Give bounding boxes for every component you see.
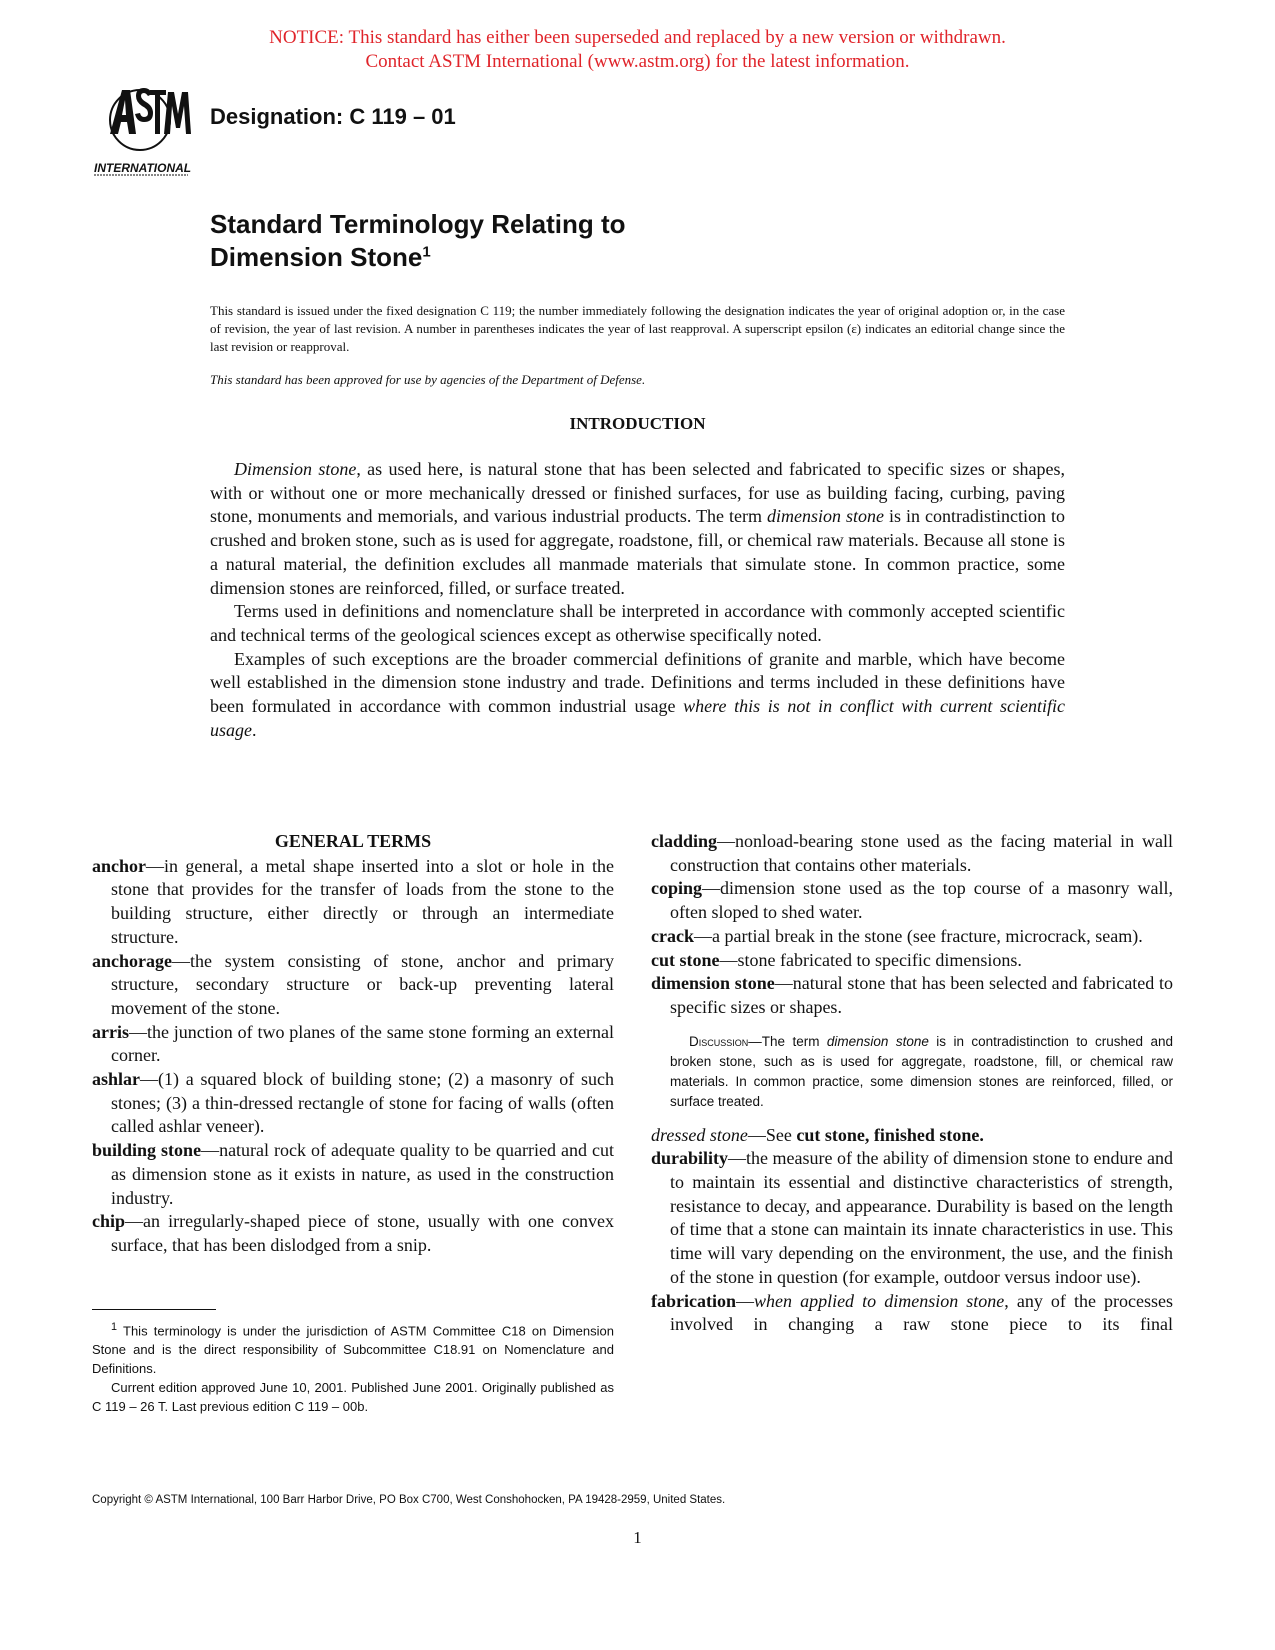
definition: —natural stone that has been selected and fabricated to specific sizes or shapes. [670, 973, 1173, 1017]
definition: —nonload-bearing stone used as the facing material in wall construction that contains other materials. [670, 831, 1173, 875]
definition: —See [747, 1124, 797, 1145]
term-entry [651, 949, 1173, 973]
term: fabrication [651, 1290, 736, 1311]
intro-text: Examples of such exceptions are the broader commercial definitions of granite and marble, which have become well established in the dimension stone industry and trade. Definitions and terms included in these definitions have been formulated in accordance with common industrial usage [210, 648, 1065, 717]
dod-note: This standard has been approved for use by agencies of the Department of Defense. [210, 372, 646, 387]
term-entry [651, 1147, 1173, 1289]
general-terms-heading: GENERAL TERMS [274, 831, 432, 851]
cross-reference: cut stone, finished stone. [796, 1124, 984, 1145]
intro-em: Dimension stone [234, 459, 357, 479]
intro-text: is in contradistinction to crushed and broken stone, such as is used for aggregate, roadstone, fill, or chemical raw materials. Because all stone is a natural material, the definition excludes all manmade materials that simulate stone. In common practice, some dimension stones are reinforced, filled, or surface treated. [210, 506, 1065, 598]
title-line-2-text: Dimension Stone [210, 242, 423, 272]
definition: —dimension stone used as the top course of a masonry wall, often sloped to shed water. [670, 878, 1173, 923]
definition: —natural rock of adequate quality to be quarried and cut as dimension stone as it exists in nature, as used in the construction industry. [111, 1140, 615, 1208]
footnotes [92, 1318, 614, 1416]
term-entry [92, 1068, 614, 1139]
term: anchorage [92, 950, 172, 971]
definition: —the junction of two planes of the same stone forming an external corner. [111, 1021, 614, 1066]
intro-paragraph-3 [210, 648, 1065, 743]
footnote-1 [92, 1318, 614, 1378]
definition: —the measure of the ability of dimension stone to endure and to maintain its essential and distinctive characteristics of strength, resistance to decay, and appearance. Durability is based on the length of time that a stone can maintain its innate characteristics in use. This time will vary depending on the environment, the use, and the finish of the stone in question (for example, outdoor versus indoor use). [670, 1148, 1173, 1287]
footnote-mark: 1 [111, 1321, 118, 1333]
intro-paragraph-1 [210, 458, 1065, 600]
definition-dash: — [736, 1290, 754, 1311]
definition: —(1) a squared block of building stone; (2) a masonry of such stones; (3) a thin-dressed rectangle of stone for facing of walls (often called ashlar veneer). [111, 1069, 614, 1137]
copyright: Copyright © ASTM International, 100 Barr Harbor Drive, PO Box C700, West Conshohocken, PA 19428-2959, United States. [92, 1494, 726, 1506]
intro-paragraph-2: Terms used in definitions and nomenclature shall be interpreted in accordance with commonly accepted scientific and technical terms of the geological sciences except as otherwise specifically noted. [210, 601, 1065, 645]
term-entry [92, 1210, 614, 1257]
document-title [210, 208, 626, 274]
definition: —an irregularly-shaped piece of stone, usually with one convex surface, that has been dislodged from a snip. [111, 1211, 614, 1255]
term-entry [651, 925, 1173, 949]
title-footnote-mark: 1 [422, 243, 431, 261]
definition: —a partial break in the stone (see fracture, microcrack, seam). [693, 925, 1143, 946]
introduction-heading: INTRODUCTION [569, 414, 706, 433]
term: anchor [92, 855, 146, 876]
term-entry [92, 1021, 614, 1068]
term: arris [92, 1021, 129, 1042]
title-line-2 [210, 241, 626, 274]
term-entry [651, 1290, 1173, 1337]
term: crack [651, 925, 694, 946]
term-entry [651, 972, 1173, 1019]
term: ashlar [92, 1069, 141, 1090]
definition: —the system consisting of stone, anchor and primary structure, secondary structure or back-up preventing lateral movement of the stone. [111, 950, 614, 1018]
logo-text: INTERNATIONAL [94, 161, 192, 175]
definition: , any of the processes involved in changing a raw stone piece to its final [670, 1290, 1173, 1335]
term-entry [92, 950, 614, 1021]
standard-note: This standard is issued under the fixed designation C 119; the number immediately following the designation indicates the year of original adoption or, in the case of revision, the year of last revision. A number in parentheses indicates the year of last reapproval. A superscript epsilon (ε) indicates an editorial change since the last revision or reapproval. [210, 303, 1065, 354]
term: cut stone [651, 949, 720, 970]
term-entry [651, 830, 1173, 877]
term: building stone [92, 1140, 202, 1161]
term: durability [651, 1148, 729, 1169]
term-entry [651, 1124, 1173, 1148]
intro-em: where this is not in conflict with current scientific usage [210, 696, 1065, 740]
footnote-2: Current edition approved June 10, 2001. Published June 2001. Originally published as C 119 – 26 T. Last previous edition C 119 – 00b. [92, 1380, 614, 1415]
introduction-body [210, 458, 1065, 742]
right-column [651, 830, 1173, 1337]
notice-line-1: NOTICE: This standard has either been superseded and replaced by a new version or withdrawn. [269, 27, 1006, 48]
term-entry [92, 1139, 614, 1210]
discussion-text: is in contradistinction to crushed and broken stone, such as is used for aggregate, roadstone, fill, or chemical raw materials. In common practice, some dimension stones are reinforced, filled, or surface treated. [670, 1033, 1174, 1109]
astm-logo [92, 86, 196, 178]
designation: Designation: C 119 – 01 [210, 104, 456, 129]
discussion-em: dimension stone [826, 1033, 929, 1049]
definition: —stone fabricated to specific dimensions. [719, 949, 1022, 970]
intro-em: dimension stone [767, 506, 885, 527]
term-entry [92, 855, 614, 950]
term: dressed stone [651, 1124, 748, 1145]
term: chip [92, 1211, 126, 1232]
astm-logo-icon [92, 86, 196, 178]
intro-text: . [252, 719, 257, 740]
footnote-text: This terminology is under the jurisdiction of ASTM Committee C18 on Dimension Stone and is the direct responsibility of Subcommittee C18.91 on Nomenclature and Definitions. [92, 1323, 614, 1377]
page-number: 1 [633, 1528, 642, 1547]
notice-line-2: Contact ASTM International (www.astm.org) for the latest information. [365, 51, 910, 72]
definition: —in general, a metal shape inserted into a slot or hole in the stone that provides for the transfer of loads from the stone to the building structure, either directly or through an intermediate structure. [111, 855, 614, 947]
discussion-note [670, 1032, 1173, 1112]
discussion-label: Discussion [689, 1033, 749, 1049]
left-column [92, 830, 614, 1258]
definition-em: when applied to dimension stone [754, 1290, 1005, 1311]
term-entry [651, 877, 1173, 924]
footnote-rule [92, 1309, 216, 1310]
term: coping [651, 878, 703, 899]
term: cladding [651, 831, 718, 851]
intro-text: , as used here, is natural stone that has been selected and fabricated to specific sizes or shapes, with or without one or more mechanically dressed or finished surfaces, for use as building facing, curbing, paving stone, monuments and memorials, and various industrial products. The term [210, 459, 1065, 527]
discussion-text: —The term [748, 1033, 827, 1049]
title-line-1: Standard Terminology Relating to [210, 209, 626, 239]
term: dimension stone [651, 973, 775, 994]
